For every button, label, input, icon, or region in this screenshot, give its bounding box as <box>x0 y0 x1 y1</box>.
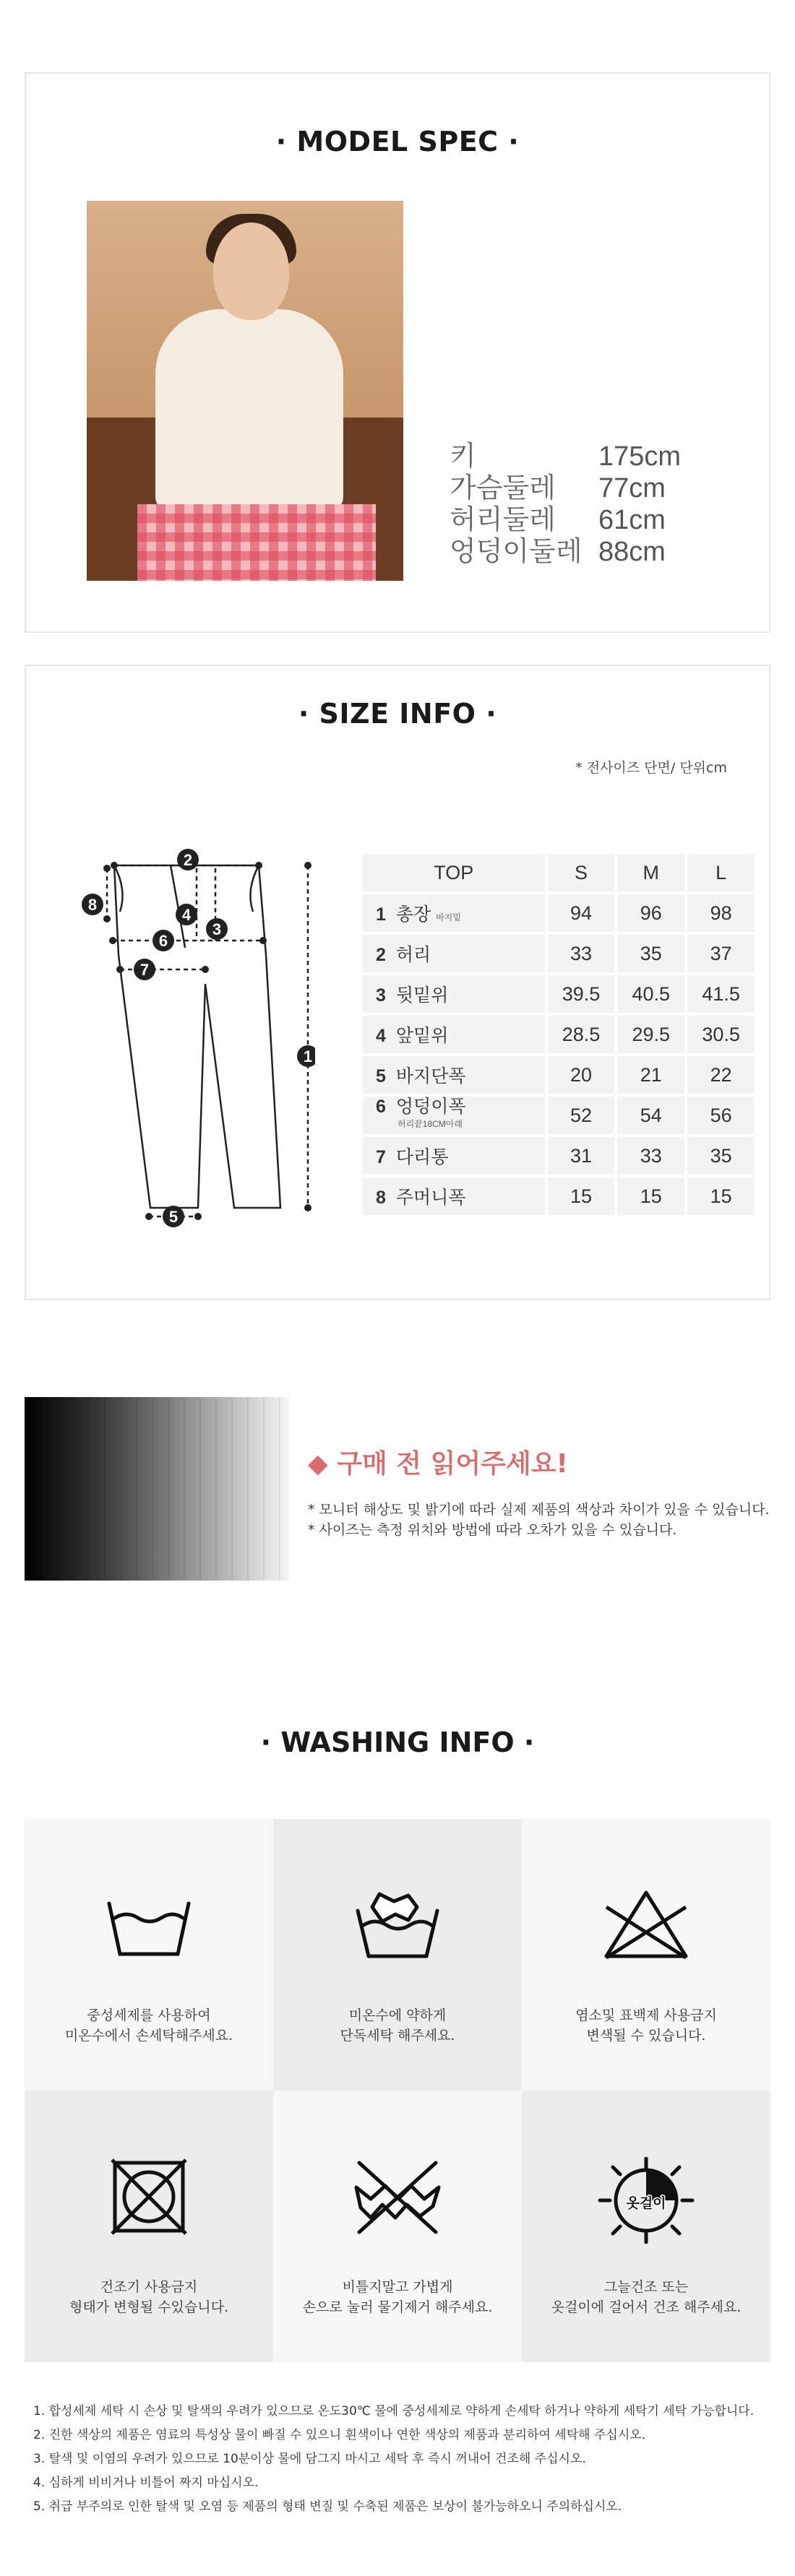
table-row <box>363 1097 755 1134</box>
spec-value: 61cm <box>598 505 666 535</box>
wash-text: 그늘건조 또는 옷걸이에 걸어서 건조 해주세요. <box>551 2279 742 2315</box>
size-info-panel <box>25 665 770 1300</box>
size-table <box>360 851 757 1218</box>
diagram-number-2: 2 <box>183 851 193 869</box>
cell-l: 15 <box>687 1177 755 1215</box>
diagram-number-5: 5 <box>168 1208 179 1226</box>
cell-s: 39.5 <box>548 975 615 1013</box>
model-spec-list <box>450 441 681 568</box>
spec-value: 77cm <box>598 473 666 503</box>
washing-grid <box>25 1819 770 2362</box>
notice-line: * 모니터 해상도 및 밝기에 따라 실제 제품의 색상과 차이가 있을 수 있습니다. <box>308 1502 770 1518</box>
size-info-title: · SIZE INFO · <box>298 698 497 730</box>
spec-label: 가슴둘레 <box>450 473 556 503</box>
header-s: S <box>548 854 615 891</box>
spec-row-bust <box>450 472 681 504</box>
header-l: L <box>687 854 755 891</box>
cell-m: 21 <box>617 1056 684 1094</box>
wash-text: 비틀지말고 가볍게 손으로 눌러 물기제거 해주세요. <box>302 2279 493 2315</box>
cell-m: 35 <box>617 935 684 972</box>
cell-m: 29.5 <box>617 1016 684 1053</box>
table-row <box>363 935 755 972</box>
row-label: 4 앞밑위 <box>363 1016 545 1053</box>
spec-row-hip <box>450 536 681 568</box>
spec-label: 엉덩이둘레 <box>450 537 583 567</box>
spec-label: 허리둘레 <box>450 505 556 535</box>
row-label: 2 허리 <box>363 935 545 972</box>
cell-s: 33 <box>548 935 615 972</box>
diagram-number-4: 4 <box>181 906 192 924</box>
footnote: 5. 취급 부주의로 인한 탈색 및 오염 등 제품의 형태 변질 및 수축된 제품은 보상이 불가능하오니 주의하십시오. <box>33 2499 622 2514</box>
model-spec-title: · MODEL SPEC · <box>275 126 520 157</box>
model-photo <box>87 201 403 581</box>
cell-l: 41.5 <box>687 975 755 1013</box>
row-label: 5 바지단폭 <box>363 1056 545 1094</box>
cell-l: 98 <box>687 894 755 932</box>
washing-info-title: · WASHING INFO · <box>260 1726 535 1758</box>
footnote: 4. 심하게 비비거나 비틀어 짜지 마십시오. <box>33 2476 259 2490</box>
wash-item-no-wring <box>273 2091 522 2362</box>
row-label: 8 주머니폭 <box>363 1177 545 1215</box>
wash-item-no-bleach <box>522 1819 770 2091</box>
table-row <box>363 975 755 1013</box>
care-footnotes <box>33 2400 754 2519</box>
shade-dry-hanger-icon <box>596 2157 697 2244</box>
cell-m: 54 <box>617 1097 684 1134</box>
table-row <box>363 1177 755 1215</box>
cell-m: 33 <box>617 1137 684 1175</box>
footnote: 2. 진한 색상의 제품은 염료의 특성상 물이 빠질 수 있으니 흰색이나 연한 색상의 제품과 분리하여 세탁해 주십시오. <box>33 2428 646 2442</box>
cell-s: 15 <box>548 1177 615 1215</box>
cell-m: 96 <box>617 894 684 932</box>
spec-value: 175cm <box>598 441 682 472</box>
table-row <box>363 1016 755 1053</box>
cell-s: 52 <box>548 1097 615 1134</box>
spec-label: 키 <box>450 441 476 472</box>
no-wring-icon <box>351 2157 444 2236</box>
wash-text: 건조기 사용금지 형태가 변형될 수있습니다. <box>69 2279 228 2315</box>
diagram-number-6: 6 <box>158 932 168 950</box>
spec-value: 88cm <box>598 537 666 567</box>
wash-item-shade-dry <box>522 2091 770 2362</box>
spec-row-height <box>450 441 681 472</box>
diagram-number-8: 8 <box>87 896 98 914</box>
wash-text: 염소및 표백제 사용금지 변색될 수 있습니다. <box>575 2007 717 2044</box>
cell-l: 30.5 <box>687 1016 755 1053</box>
table-row <box>363 1137 755 1175</box>
separate-wash-icon <box>351 1885 444 1965</box>
diagram-number-7: 7 <box>139 961 150 979</box>
header-m: M <box>617 854 684 891</box>
spec-row-waist <box>450 504 681 536</box>
table-row <box>363 1056 755 1094</box>
wash-item-separate-wash <box>273 1819 522 2091</box>
wash-text: 중성세제를 사용하여 미온수에서 손세탁해주세요. <box>64 2007 233 2044</box>
notice-lines <box>308 1500 770 1540</box>
footnote: 1. 합성세제 세탁 시 손상 및 탈색의 우려가 있으므로 온도30℃ 물에 중성세제로 약하게 손세탁 하거나 약하게 세탁기 세탁 가능합니다. <box>33 2404 755 2419</box>
size-table-header <box>363 854 755 891</box>
diagram-number-1: 1 <box>303 1047 313 1066</box>
wash-text: 미온수에 약하게 단독세탁 해주세요. <box>340 2007 455 2044</box>
no-tumble-dry-icon <box>102 2157 196 2236</box>
notice-line: * 사이즈는 측정 위치와 방법에 따라 오차가 있을 수 있습니다. <box>308 1522 677 1538</box>
row-label: 3 뒷밑위 <box>363 975 545 1013</box>
cell-l: 37 <box>687 935 755 972</box>
table-row <box>363 894 755 932</box>
hand-wash-icon <box>102 1885 196 1965</box>
footnote: 3. 탈색 및 이염의 우려가 있으므로 10분이상 물에 담그지 마시고 세탁 후 즉시 꺼내어 건조해 주십시오. <box>33 2452 586 2466</box>
cell-s: 94 <box>548 894 615 932</box>
cell-l: 22 <box>687 1056 755 1094</box>
unit-note: * 전사이즈 단면/ 단위cm <box>575 760 727 776</box>
row-label: 7 다리통 <box>363 1137 545 1175</box>
row-label: 1 총장 바지밑 <box>363 894 545 932</box>
hanger-label: 옷걸이 <box>626 2195 666 2211</box>
cell-l: 56 <box>687 1097 755 1134</box>
no-bleach-icon <box>599 1885 693 1965</box>
wash-item-hand-wash <box>25 1819 273 2091</box>
notice-title: ◆ 구매 전 읽어주세요! <box>308 1449 568 1479</box>
cell-m: 15 <box>617 1177 684 1215</box>
cell-s: 28.5 <box>548 1016 615 1053</box>
diagram-number-3: 3 <box>212 920 222 938</box>
cell-s: 31 <box>548 1137 615 1175</box>
header-top: TOP <box>363 854 545 891</box>
row-label: 6 엉덩이폭 허리끝18CM아래 <box>363 1097 545 1134</box>
wash-item-no-tumble-dry <box>25 2091 273 2362</box>
pants-measurement-diagram <box>77 839 315 1229</box>
cell-s: 20 <box>548 1056 615 1094</box>
model-spec-panel <box>25 72 770 633</box>
grayscale-gradient-swatch <box>25 1397 289 1581</box>
cell-m: 40.5 <box>617 975 684 1013</box>
cell-l: 35 <box>687 1137 755 1175</box>
